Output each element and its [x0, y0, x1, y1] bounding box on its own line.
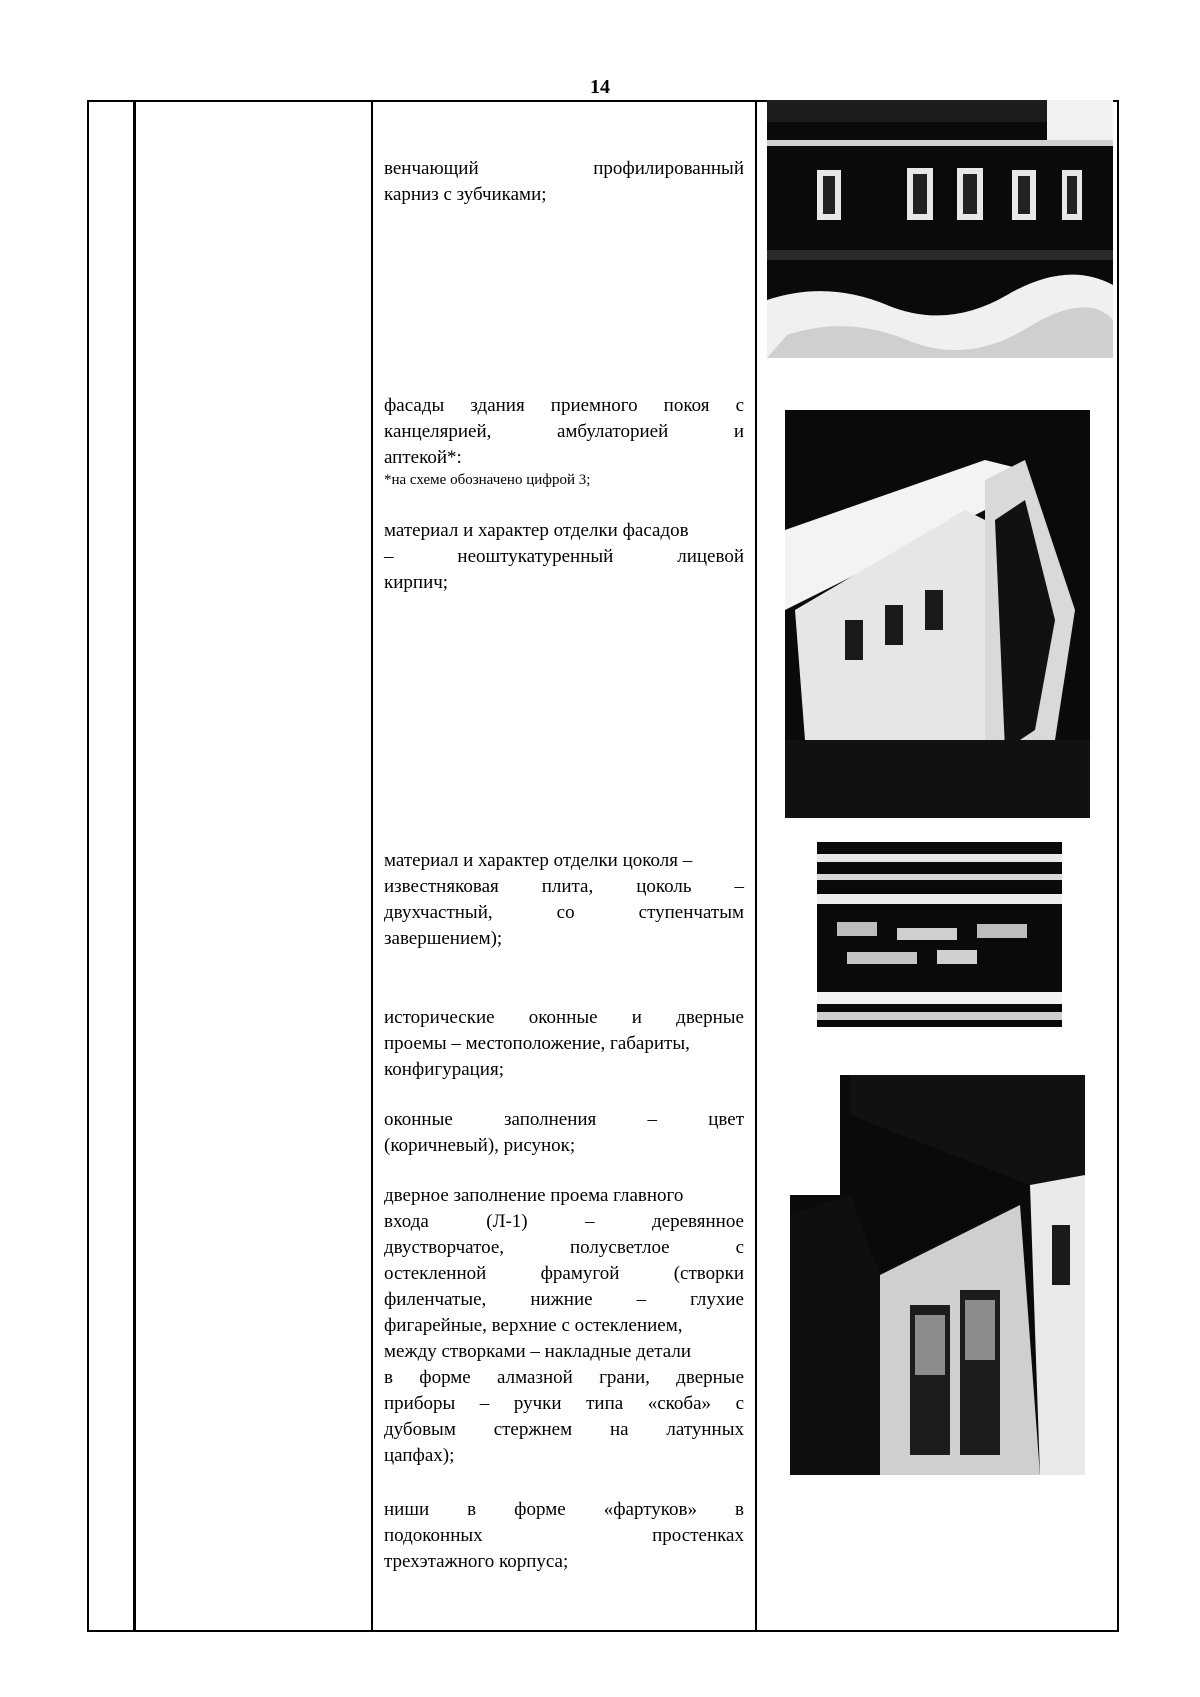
- column-border-1: [87, 100, 89, 1632]
- table-bottom-border: [87, 1630, 1119, 1632]
- column-border-3: [371, 100, 373, 1632]
- photo-main-entrance-door: [790, 1075, 1085, 1475]
- paragraph-window-fill: оконные заполнения – цвет (коричневый), рисунок;: [384, 1109, 744, 1156]
- paragraph-openings: исторические оконные и дверные проемы – местоположение, габариты, конфигурация;: [384, 1007, 744, 1080]
- photo-facade: [785, 410, 1090, 818]
- column-border-5: [1117, 100, 1119, 1632]
- paragraph-cornice: венчающий профилированный карниз с зубчиками;: [384, 158, 744, 205]
- photo-plinth: [817, 842, 1062, 1027]
- page-number: 14: [590, 76, 610, 98]
- photo-cornice: [767, 100, 1113, 358]
- footnote: *на схеме обозначено цифрой 3;: [384, 472, 591, 488]
- paragraph-facade-material: материал и характер отделки фасадов – неоштукатуренный лицевой кирпич;: [384, 520, 744, 593]
- paragraph-facades: фасады здания приемного покоя с канцелярией, амбулаторией и аптекой*:: [384, 395, 744, 468]
- column-border-2: [133, 100, 136, 1632]
- paragraph-door-fill: дверное заполнение проема главного входа (Л-1) – деревянное двустворчатое, полусветлое с остекленной фрамугой (створки филенчатые, нижние – глухие фигарейные, верхние с остеклением, между створками – накладные детали в форме алмазной грани, дверные приборы – ручки типа «скоба» с дубовым стержнем на латунных цапфах);: [384, 1185, 744, 1466]
- paragraph-niches: ниши в форме «фартуков» в подоконных простенках трехэтажного корпуса;: [384, 1499, 744, 1572]
- column-border-4: [755, 100, 757, 1632]
- paragraph-plinth: материал и характер отделки цоколя – известняковая плита, цоколь – двухчастный, со ступенчатым завершением);: [384, 850, 744, 949]
